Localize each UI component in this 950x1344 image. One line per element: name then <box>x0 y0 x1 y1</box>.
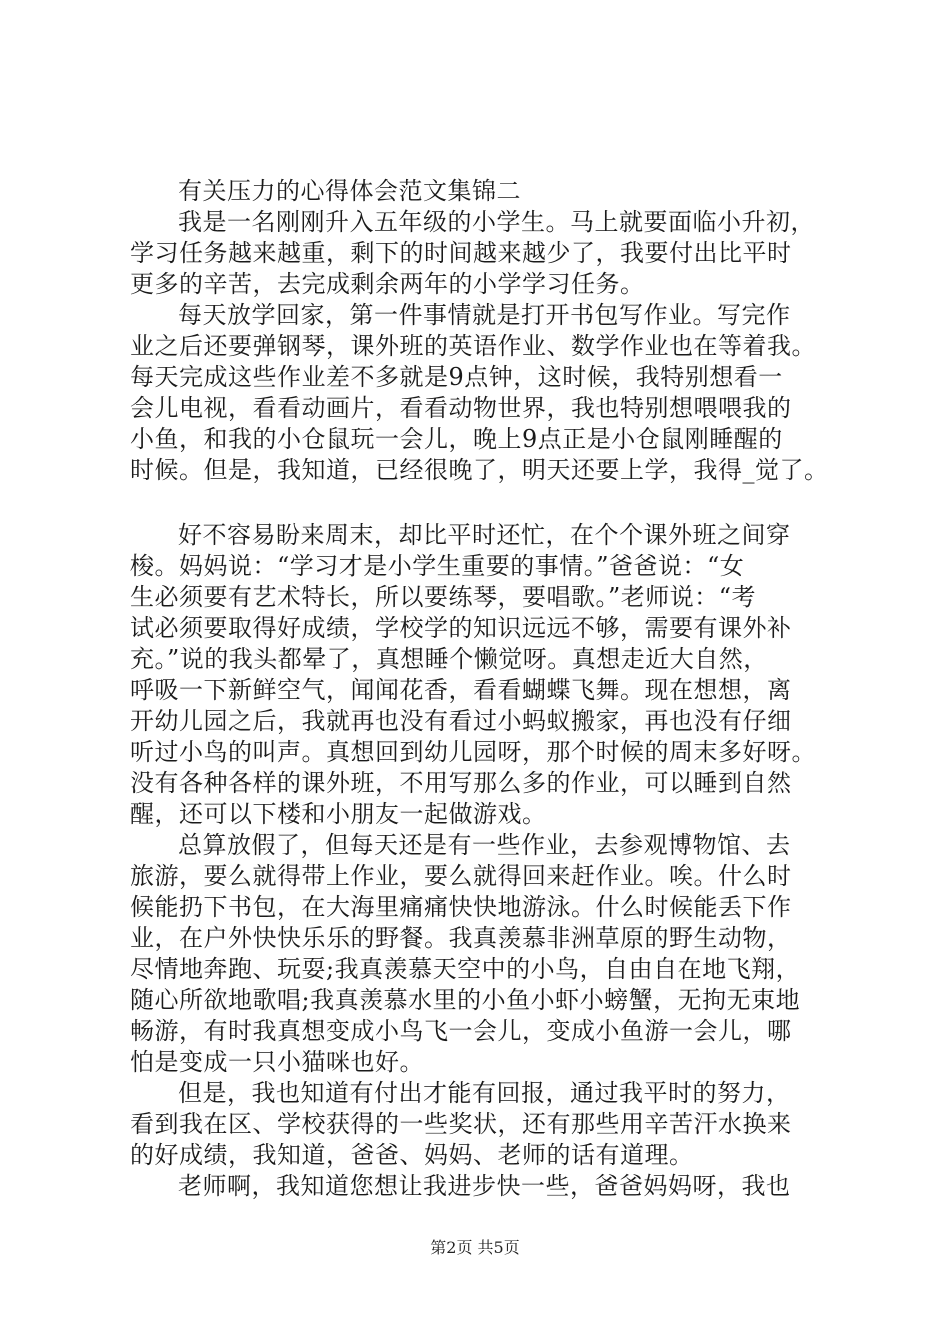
paragraph-line: 开幼儿园之后，我就再也没有看过小蚂蚁搬家，再也没有仔细 <box>130 707 792 735</box>
paragraph-line: 怕是变成一只小猫咪也好。 <box>130 1048 424 1076</box>
paragraph-line: 老师啊，我知道您想让我进步快一些，爸爸妈妈呀，我也 <box>178 1172 791 1200</box>
paragraph-line: 随心所欲地歌唱;我真羡慕水里的小鱼小虾小螃蟹，无拘无束地 <box>130 986 801 1014</box>
paragraph-line: 学习任务越来越重，剩下的时间越来越少了，我要付出比平时 <box>130 239 792 267</box>
paragraph-line: 畅游，有时我真想变成小鸟飞一会儿，变成小鱼游一会儿，哪 <box>130 1017 792 1045</box>
document-title: 有关压力的心得体会范文集锦二 <box>178 177 521 205</box>
page-number: 第2页 共5页 <box>430 1238 520 1257</box>
paragraph-line: 看到我在区、学校获得的一些奖状，还有那些用辛苦汗水换来 <box>130 1110 792 1138</box>
paragraph-line: 旅游，要么就得带上作业，要么就得回来赶作业。唉。什么时 <box>130 862 792 890</box>
paragraph-line: 会儿电视，看看动画片，看看动物世界，我也特别想喂喂我的 <box>130 394 792 422</box>
paragraph-line: 没有各种各样的课外班，不用写那么多的作业，可以睡到自然 <box>130 769 792 797</box>
paragraph-line: 生必须要有艺术特长，所以要练琴，要唱歌。”老师说：“考 <box>130 583 757 611</box>
paragraph-line: 但是，我也知道有付出才能有回报，通过我平时的努力， <box>178 1079 791 1107</box>
paragraph-line: 好不容易盼来周末，却比平时还忙，在个个课外班之间穿 <box>178 521 791 549</box>
paragraph-line: 试必须要取得好成绩，学校学的知识远远不够，需要有课外补 <box>130 614 792 642</box>
paragraph-line: 醒，还可以下楼和小朋友一起做游戏。 <box>130 800 547 828</box>
paragraph-line: 我是一名刚刚升入五年级的小学生。马上就要面临小升初， <box>178 208 815 236</box>
paragraph-line: 业之后还要弹钢琴，课外班的英语作业、数学作业也在等着我。 <box>130 332 816 360</box>
paragraph-line: 的好成绩，我知道，爸爸、妈妈、老师的话有道理。 <box>130 1141 694 1169</box>
paragraph-gap <box>130 486 830 520</box>
paragraph-line: 候能扔下书包，在大海里痛痛快快地游泳。什么时候能丢下作 <box>130 893 792 921</box>
paragraph-line: 梭。妈妈说：“学习才是小学生重要的事情。”爸爸说：“女 <box>130 552 745 580</box>
paragraph-line: 呼吸一下新鲜空气，闻闻花香，看看蝴蝶飞舞。现在想想，离 <box>130 676 792 704</box>
paragraph-line: 每天完成这些作业差不多就是9点钟，这时候，我特别想看一 <box>130 363 783 391</box>
paragraph-line: 时候。但是，我知道，已经很晚了，明天还要上学，我得_觉了。 <box>130 456 829 484</box>
paragraph-line: 尽情地奔跑、玩耍;我真羡慕天空中的小鸟，自由自在地飞翔， <box>130 955 801 983</box>
paragraph-line: 小鱼，和我的小仓鼠玩一会儿，晚上9点正是小仓鼠刚睡醒的 <box>130 425 783 453</box>
paragraph-line: 听过小鸟的叫声。真想回到幼儿园呀，那个时候的周末多好呀。 <box>130 738 816 766</box>
paragraph-line: 业，在户外快快乐乐的野餐。我真羡慕非洲草原的野生动物， <box>130 924 792 952</box>
document-body <box>130 176 830 1202</box>
paragraph-line: 每天放学回家，第一件事情就是打开书包写作业。写完作 <box>178 301 791 329</box>
paragraph-line: 总算放假了，但每天还是有一些作业，去参观博物馆、去 <box>178 831 791 859</box>
paragraph-line: 充。”说的我头都晕了，真想睡个懒觉呀。真想走近大自然， <box>130 645 768 673</box>
paragraph-line: 更多的辛苦，去完成剩余两年的小学学习任务。 <box>130 270 645 298</box>
